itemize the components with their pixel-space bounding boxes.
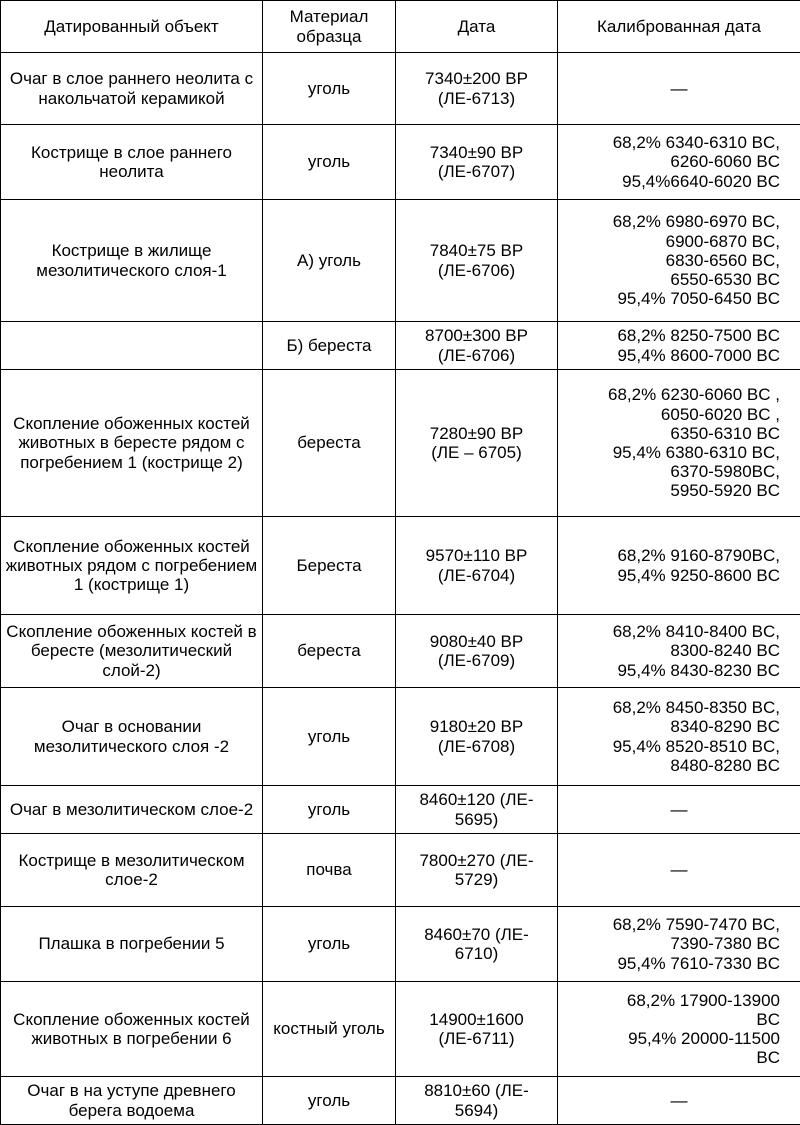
cell-material: костный уголь: [263, 982, 396, 1077]
table-row: [1, 907, 800, 982]
calibrated-line: 68,2% 8250-7500 BC: [561, 326, 780, 345]
calibrated-line: 6370-5980BC,: [561, 462, 780, 481]
calibrated-line: 68,2% 8410-8400 BC,: [561, 622, 780, 641]
table-row: [1, 200, 800, 322]
date-line: (ЛЕ-6706): [399, 346, 554, 365]
table-row: [1, 982, 800, 1077]
cell-date: [396, 834, 558, 907]
cell-date: [396, 615, 558, 688]
cell-calibrated-date: [558, 517, 800, 615]
cell-calibrated-date: [558, 982, 800, 1077]
table-row: [1, 370, 800, 517]
date-line: (ЛЕ-6709): [399, 651, 554, 670]
cell-object: Плашка в погребении 5: [1, 907, 263, 982]
cell-object: Очаг в мезолитическом слое-2: [1, 786, 263, 834]
cell-calibrated-date: [558, 907, 800, 982]
cell-material: уголь: [263, 688, 396, 786]
calibrated-line: 6830-6560 BC,: [561, 251, 780, 270]
calibrated-line: 95,4% 8430-8230 BC: [561, 661, 780, 680]
cell-calibrated-date: [558, 200, 800, 322]
cell-material: Б) береста: [263, 322, 396, 370]
calibrated-line: 6050-6020 BC ,: [561, 405, 780, 424]
table-row: [1, 786, 800, 834]
date-line: (ЛЕ-6706): [399, 261, 554, 280]
cell-material: уголь: [263, 53, 396, 125]
calibrated-line: 95,4% 7050-6450 BC: [561, 289, 780, 308]
calibrated-line: 95,4%6640-6020 BC: [561, 172, 780, 191]
cell-calibrated-date: [558, 125, 800, 200]
date-line: 9180±20 BP: [399, 717, 554, 736]
calibrated-line: 95,4% 7610-7330 BC: [561, 954, 780, 973]
cell-object: Скопление обоженных костей животных в бересте рядом с погребением 1 (кострище 2): [1, 370, 263, 517]
cell-date: [396, 517, 558, 615]
date-line: 7800±270 (ЛЕ-: [399, 851, 554, 870]
calibrated-line: 68,2% 8450-8350 BC,: [561, 698, 780, 717]
cell-calibrated-date: [558, 615, 800, 688]
date-line: 14900±1600: [399, 1010, 554, 1029]
calibrated-line: 6550-6530 BC: [561, 270, 780, 289]
calibrated-line: 68,2% 17900-13900: [561, 991, 780, 1010]
cell-material: уголь: [263, 125, 396, 200]
table-row: [1, 615, 800, 688]
calibrated-line: 6900-6870 BC,: [561, 232, 780, 251]
cell-date: [396, 53, 558, 125]
calibrated-line: —: [561, 79, 797, 98]
cell-material: уголь: [263, 1077, 396, 1125]
calibrated-line: —: [561, 800, 797, 819]
table-row: [1, 834, 800, 907]
cell-material: А) уголь: [263, 200, 396, 322]
cell-object: Очаг в слое раннего неолита с накольчатой керамикой: [1, 53, 263, 125]
cell-date: [396, 322, 558, 370]
cell-object: [1, 322, 263, 370]
calibrated-line: 6260-6060 BC: [561, 152, 780, 171]
cell-material: Береста: [263, 517, 396, 615]
date-line: 8700±300 BP: [399, 326, 554, 345]
cell-calibrated-date: [558, 834, 800, 907]
date-line: 8460±120 (ЛЕ-: [399, 790, 554, 809]
cell-material: береста: [263, 370, 396, 517]
calibrated-line: BC: [561, 1048, 780, 1067]
date-line: (ЛЕ – 6705): [399, 443, 554, 462]
date-line: (ЛЕ-6704): [399, 566, 554, 585]
cell-object: Скопление обоженных костей животных в погребении 6: [1, 982, 263, 1077]
calibrated-line: 68,2% 6230-6060 BC ,: [561, 385, 780, 404]
calibrated-line: 95,4% 6380-6310 BC,: [561, 443, 780, 462]
date-line: (ЛЕ-6711): [399, 1029, 554, 1048]
table-row: [1, 1077, 800, 1125]
date-line: 7340±90 BP: [399, 143, 554, 162]
calibrated-line: 95,4% 8600-7000 BC: [561, 346, 780, 365]
table-row: [1, 688, 800, 786]
calibrated-line: 95,4% 8520-8510 BC,: [561, 737, 780, 756]
cell-object: Кострище в жилище мезолитического слоя-1: [1, 200, 263, 322]
cell-material: уголь: [263, 907, 396, 982]
cell-date: [396, 1077, 558, 1125]
cell-object: Скопление обоженных костей в бересте (мезолитический слой-2): [1, 615, 263, 688]
cell-date: [396, 907, 558, 982]
cell-object: Скопление обоженных костей животных рядом с погребением 1 (кострище 1): [1, 517, 263, 615]
date-line: 5695): [399, 810, 554, 829]
cell-calibrated-date: [558, 1077, 800, 1125]
cell-object: Очаг в на уступе древнего берега водоема: [1, 1077, 263, 1125]
table-row: [1, 125, 800, 200]
cell-object: Кострище в слое раннего неолита: [1, 125, 263, 200]
cell-object: Очаг в основании мезолитического слоя -2: [1, 688, 263, 786]
cell-calibrated-date: [558, 322, 800, 370]
header-row: [1, 1, 800, 53]
cell-calibrated-date: [558, 688, 800, 786]
header-object: Датированный объект: [1, 1, 263, 53]
date-line: 9570±110 BP: [399, 546, 554, 565]
date-line: 8460±70 (ЛЕ-: [399, 925, 554, 944]
date-line: 5729): [399, 870, 554, 889]
calibrated-line: 8300-8240 BC: [561, 641, 780, 660]
calibrated-line: 95,4% 9250-8600 BC: [561, 566, 780, 585]
cell-calibrated-date: [558, 786, 800, 834]
calibrated-line: 68,2% 6980-6970 BC,: [561, 212, 780, 231]
calibrated-line: 6350-6310 BC: [561, 424, 780, 443]
date-line: 6710): [399, 944, 554, 963]
calibrated-line: BC: [561, 1010, 780, 1029]
cell-calibrated-date: [558, 370, 800, 517]
calibrated-line: 95,4% 20000-11500: [561, 1029, 780, 1048]
date-line: 7280±90 BP: [399, 424, 554, 443]
date-line: 7840±75 BP: [399, 241, 554, 260]
calibrated-line: 68,2% 9160-8790BC,: [561, 546, 780, 565]
date-line: (ЛЕ-6713): [399, 89, 554, 108]
cell-calibrated-date: [558, 53, 800, 125]
header-calibrated-date: Калиброванная дата: [558, 1, 800, 53]
date-line: 8810±60 (ЛЕ-: [399, 1081, 554, 1100]
calibrated-line: 68,2% 6340-6310 BC,: [561, 133, 780, 152]
date-line: (ЛЕ-6708): [399, 737, 554, 756]
calibrated-line: 8480-8280 BC: [561, 756, 780, 775]
cell-object: Кострище в мезолитическом слое-2: [1, 834, 263, 907]
header-material: Материал образца: [263, 1, 396, 53]
table-row: [1, 322, 800, 370]
cell-date: [396, 125, 558, 200]
calibrated-line: 8340-8290 BC: [561, 717, 780, 736]
calibrated-line: —: [561, 1091, 797, 1110]
cell-date: [396, 982, 558, 1077]
calibrated-line: 5950-5920 BC: [561, 481, 780, 500]
calibrated-line: 68,2% 7590-7470 BC,: [561, 915, 780, 934]
cell-date: [396, 200, 558, 322]
date-line: 7340±200 BP: [399, 69, 554, 88]
table-row: [1, 517, 800, 615]
cell-date: [396, 688, 558, 786]
cell-date: [396, 786, 558, 834]
calibrated-line: 7390-7380 BC: [561, 934, 780, 953]
calibrated-line: —: [561, 860, 797, 879]
date-line: 9080±40 BP: [399, 632, 554, 651]
table-row: [1, 53, 800, 125]
cell-date: [396, 370, 558, 517]
header-date: Дата: [396, 1, 558, 53]
cell-material: уголь: [263, 786, 396, 834]
date-line: (ЛЕ-6707): [399, 162, 554, 181]
table-body: [1, 53, 800, 1125]
cell-material: почва: [263, 834, 396, 907]
date-line: 5694): [399, 1101, 554, 1120]
cell-material: береста: [263, 615, 396, 688]
